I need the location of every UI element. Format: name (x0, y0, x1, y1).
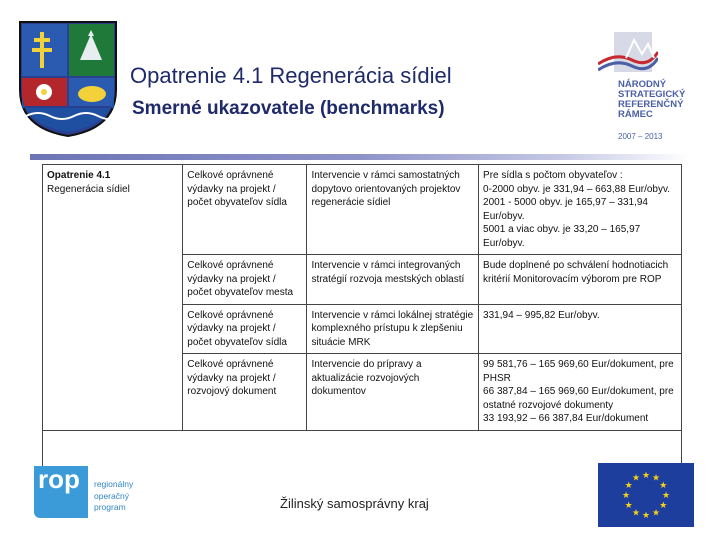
nsrr-logo-icon (598, 28, 658, 76)
value-line: Bude doplnené po schválení hodnotiacich kritérií Monitorovacím výborom pre ROP (483, 260, 669, 285)
nsrr-line: RÁMEC (618, 109, 653, 120)
intervention-cell: Intervencie do prípravy a aktualizácie rozvojových dokumentov (307, 354, 479, 431)
coat-of-arms-icon (18, 20, 118, 138)
value-line: 99 581,76 – 165 969,60 Eur/dokument, pre PHSR (483, 359, 674, 384)
intervention-cell: Intervencie v rámci integrovaných stratégií rozvoja mestských oblastí (307, 255, 479, 305)
value-cell (479, 354, 682, 431)
value-line: 2001 - 5000 obyv. je 165,97 – 331,94 Eur/obyv. (483, 197, 648, 222)
rop-mark (34, 466, 88, 518)
value-line: 33 193,92 – 66 387,84 Eur/dokument (483, 413, 649, 424)
eu-star-icon: ★ (641, 510, 651, 520)
nsrr-line: REFERENČNÝ (618, 99, 684, 110)
eu-star-icon: ★ (624, 500, 633, 510)
eu-star-icon: ★ (621, 490, 631, 500)
eu-stars (598, 463, 694, 527)
value-line: 5001 a viac obyv. je 33,20 – 165,97 Eur/obyv. (483, 224, 641, 249)
value-line: 66 387,84 – 165 969,60 Eur/dokument, pre ostatné rozvojové dokumenty (483, 386, 674, 411)
indicator-cell: Celkové oprávnené výdavky na projekt / počet obyvateľov sídla (183, 304, 307, 354)
eu-star-icon: ★ (661, 490, 671, 500)
nsrr-text (618, 80, 688, 120)
value-line: 0-2000 obyv. je 331,94 – 663,88 Eur/obyv. (483, 183, 671, 195)
value-line: 331,94 – 995,82 Eur/obyv. (483, 309, 600, 321)
value-line: Pre sídla s počtom obyvateľov : (483, 170, 623, 181)
rop-line: operačný (94, 490, 129, 501)
indicator-cell: Celkové oprávnené výdavky na projekt / rozvojový dokument (183, 354, 307, 431)
nsrr-line: NÁRODNÝ (618, 79, 667, 90)
nsrr-logo (592, 28, 686, 141)
eu-flag-icon (598, 463, 694, 527)
value-cell (479, 165, 682, 255)
page-subtitle: Smerné ukazovatele (benchmarks) (132, 98, 445, 119)
page-title: Opatrenie 4.1 Regenerácia sídiel (130, 63, 452, 88)
intervention-cell: Intervencie v rámci samostatných dopytovo orientovaných projektov regenerácie sídiel (307, 165, 479, 255)
eu-star-icon: ★ (631, 472, 641, 483)
eu-star-icon: ★ (651, 472, 661, 483)
intervention-cell: Intervencie v rámci lokálnej stratégie komplexného prístupu k zlepšeniu situácie MRK (307, 304, 479, 354)
footer-text: Žilinský samosprávny kraj (280, 496, 429, 511)
eu-star-icon: ★ (624, 480, 633, 490)
value-cell (479, 255, 682, 305)
indicator-cell: Celkové oprávnené výdavky na projekt / počet obyvateľov sídla (183, 165, 307, 255)
eu-star-icon: ★ (631, 507, 641, 518)
rop-line: program (94, 502, 126, 512)
indicator-cell: Celkové oprávnené výdavky na projekt / počet obyvateľov mesta (183, 255, 307, 305)
nsrr-line: STRATEGICKÝ (618, 89, 686, 100)
eu-star-icon: ★ (659, 500, 668, 510)
table-row (43, 165, 682, 255)
header-divider (30, 154, 690, 160)
eu-star-icon: ★ (659, 480, 668, 490)
measure-title: Opatrenie 4.1 (47, 170, 111, 181)
rop-mark-text: rop (38, 464, 80, 494)
rop-line: regionálny (94, 479, 134, 489)
measure-cell (43, 165, 183, 430)
eu-star-icon: ★ (651, 507, 661, 518)
nsrr-years: 2007 – 2013 (618, 132, 663, 141)
measure-name: Regenerácia sídiel (47, 183, 130, 195)
rop-text (94, 479, 133, 514)
rop-logo (34, 466, 154, 522)
benchmark-table (42, 164, 682, 468)
eu-star-icon: ★ (641, 470, 651, 480)
value-cell (479, 304, 682, 354)
